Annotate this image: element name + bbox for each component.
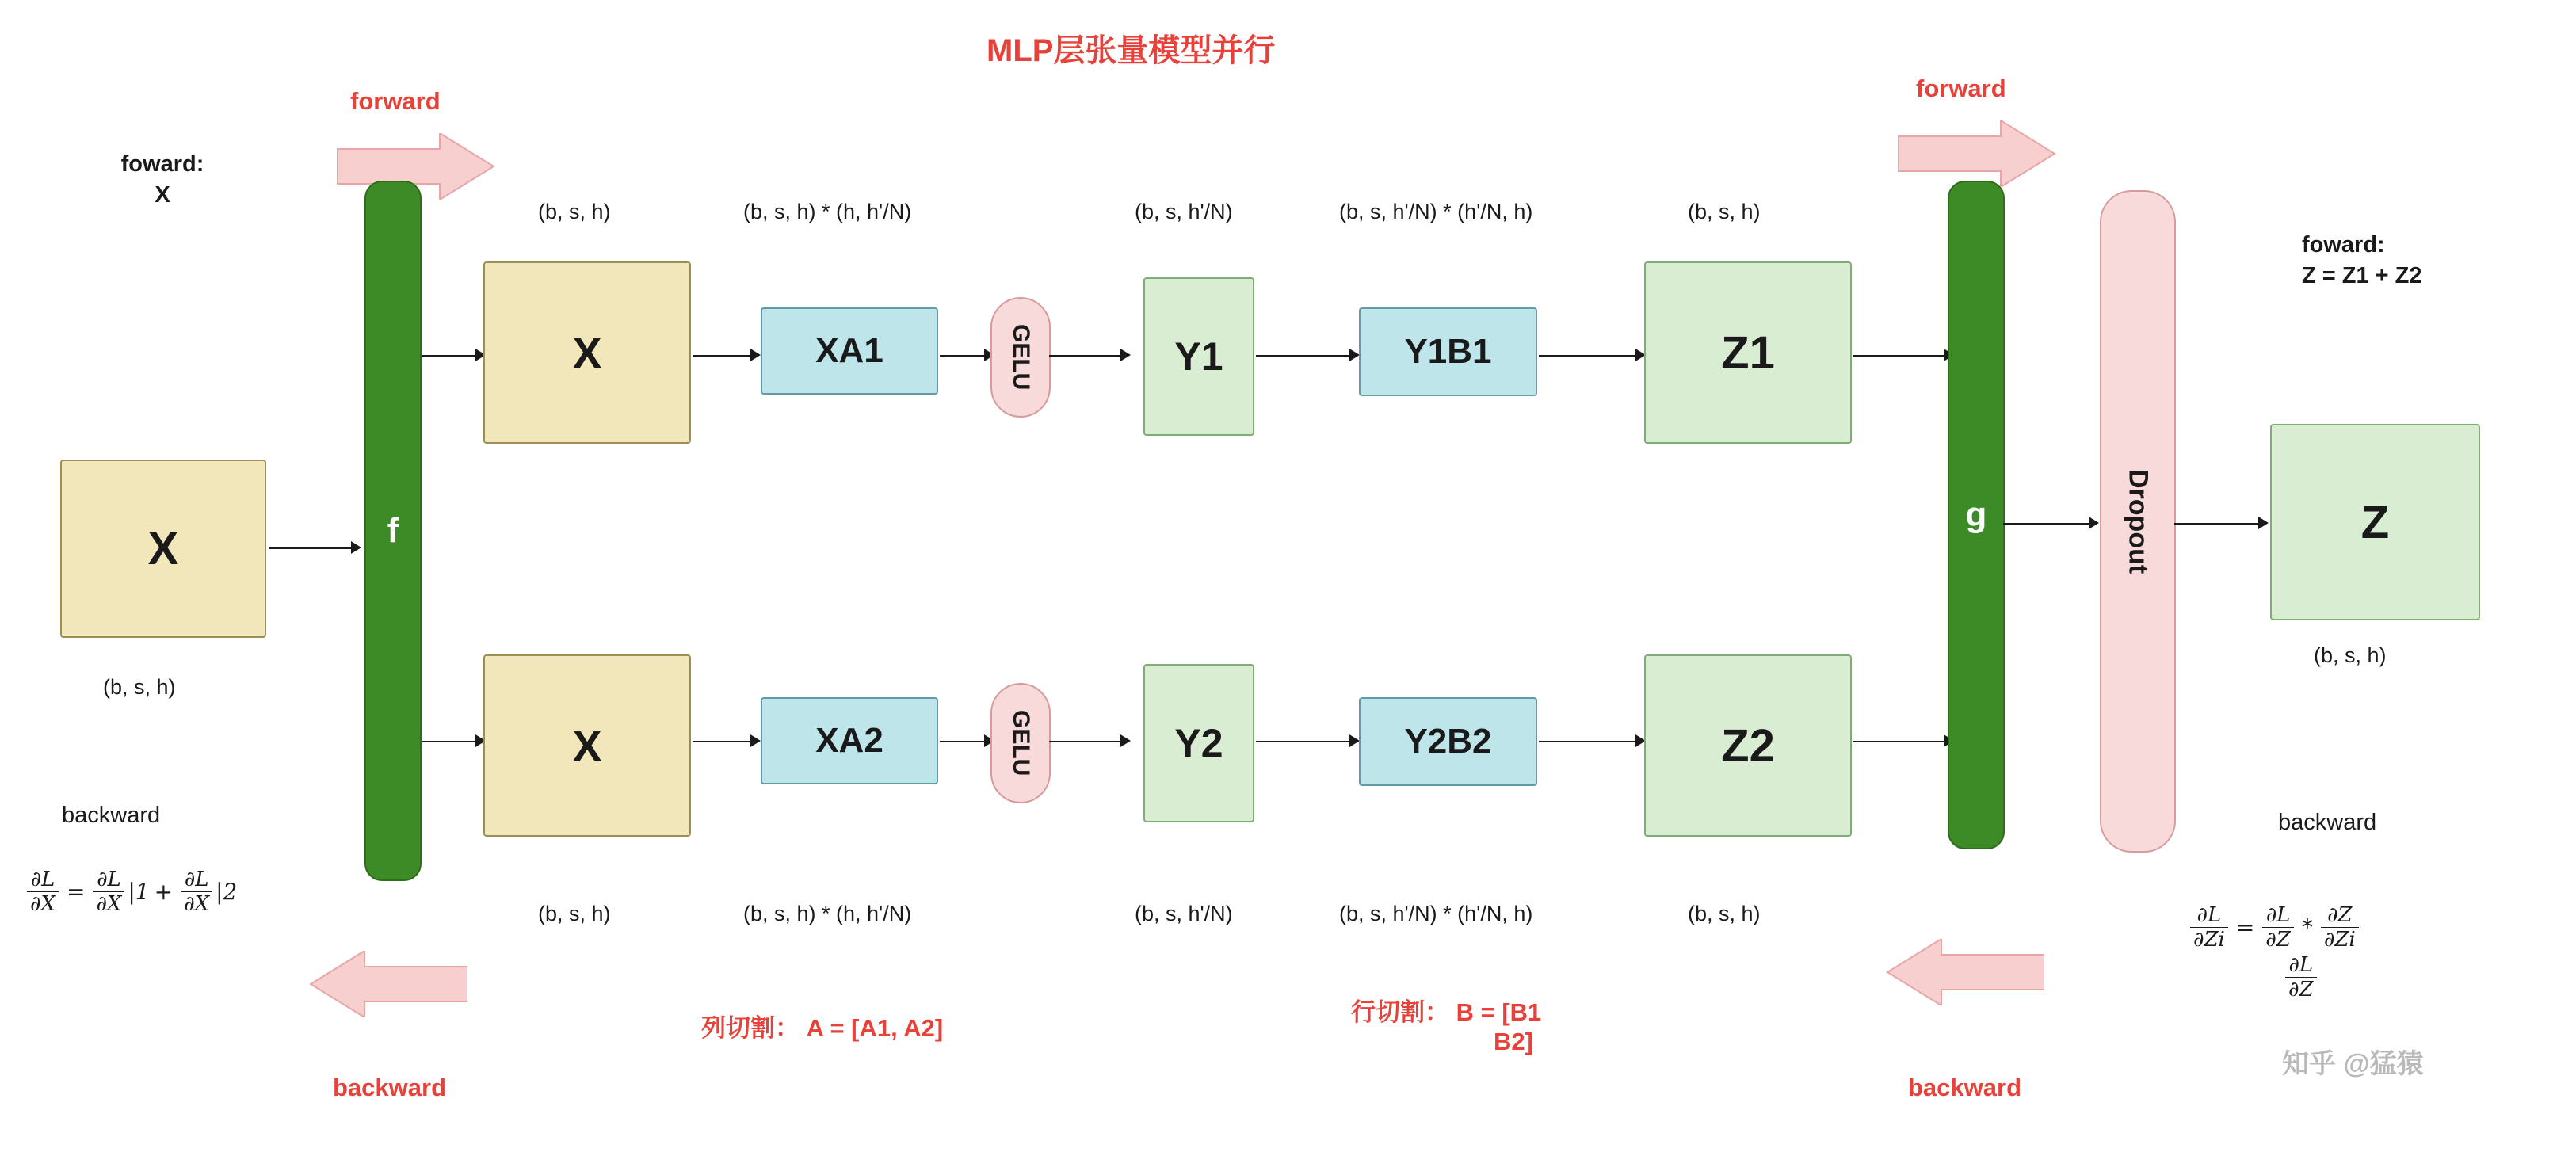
arrow-f-to-bottom-x [422,741,477,742]
left-gradient-formula [24,868,237,916]
arrow-bottom-y2-to-y2b2 [1256,741,1351,742]
top-z-dim: (b, s, h) [1688,200,1761,223]
bottom-xa-dim: (b, s, h) * (h, h'/N) [743,902,912,925]
input-x-box: X [60,460,266,638]
foward-z-line1: foward: [2302,232,2385,258]
arrow-top-gelu-to-y1-head-icon [1120,349,1131,361]
arrow-bottom-y2b2-to-z2 [1539,741,1637,742]
row-split-note [1351,992,1541,1056]
top-xa-dim: (b, s, h) * (h, h'/N) [743,200,912,223]
g-allreduce-bar: g [1948,181,2005,849]
arrow-bottom-xa2-to-gelu [940,741,986,742]
arrow-x-to-f-head-icon [351,541,361,554]
arrow-top-x-to-xa1 [693,355,752,357]
arrow-f-to-top-x [422,355,477,357]
column-split-note: 列切割： A = [A1, A2] [701,1014,944,1042]
watermark: 知乎 @猛猿 [2282,1049,2424,1079]
top-y1-box: Y1 [1143,277,1254,436]
bottom-gelu-pill: GELU [990,683,1051,803]
arrow-top-y1-to-y1b1 [1256,355,1351,357]
backward-text-left: backward [62,803,161,828]
left-t2-suffix: |2 [216,879,238,905]
arrow-top-x-to-xa1-head-icon [750,349,761,361]
row-split-line1: 行切割： B = [B1 [1351,998,1542,1026]
right-lhs-den: ∂Zi [2190,927,2228,952]
top-x-box: X [483,261,691,444]
right-mul: * [2301,914,2313,940]
right-lhs-num: ∂L [2196,903,2222,927]
left-t2-den: ∂X [181,891,212,916]
right-eq: = [2235,914,2255,940]
arrow-dropout-to-z-head-icon [2258,517,2269,529]
foward-z-label [2302,230,2422,292]
arrow-top-y1b1-to-z1 [1539,355,1637,357]
arrow-bottom-x-to-xa2 [693,741,752,742]
right-t2-den: ∂Zi [2321,927,2359,952]
arrow-g-to-dropout-head-icon [2089,517,2099,529]
row-split-line2: B2] [1494,1028,1533,1055]
top-yb-dim: (b, s, h'/N) * (h'/N, h) [1339,200,1533,223]
right-t1-den: ∂Z [2262,927,2294,952]
left-t1-den: ∂X [93,891,124,916]
arrow-top-gelu-to-y1 [1049,355,1122,357]
top-y1b1-box: Y1B1 [1359,307,1537,396]
backward-arrow-bottom-right-icon [1886,939,2044,1005]
bottom-yb-dim: (b, s, h'/N) * (h'/N, h) [1339,902,1533,925]
bottom-y2-box: Y2 [1143,664,1254,822]
arrow-g-to-dropout [2003,523,2090,525]
arrow-bottom-gelu-to-y2-head-icon [1120,734,1131,747]
bottom-x-box: X [483,654,691,837]
bottom-z2-box: Z2 [1644,654,1852,837]
top-y-dim: (b, s, h'/N) [1135,200,1233,223]
input-x-dim: (b, s, h) [103,675,176,699]
right-gradient-formula [2187,903,2362,1001]
backward-label-bottom-left: backward [333,1074,447,1101]
foward-x-label [111,149,214,211]
left-t1-num: ∂L [97,868,121,891]
arrow-bottom-gelu-to-y2 [1049,741,1122,742]
arrow-dropout-to-z [2174,523,2260,525]
arrow-top-xa1-to-gelu [940,355,986,357]
bottom-y-dim: (b, s, h'/N) [1135,902,1233,925]
top-gelu-pill: GELU [990,297,1051,418]
top-x-dim: (b, s, h) [538,200,611,223]
backward-arrow-bottom-left-icon [309,951,467,1017]
dropout-pill: Dropout [2100,190,2176,853]
top-xa1-box: XA1 [761,307,938,395]
page-title: MLP层张量模型并行 [987,33,1276,68]
left-lhs-den: ∂X [27,891,59,916]
right-extra-den: ∂Z [2285,977,2317,1001]
left-eq: = [66,879,86,905]
foward-x-line1: foward: [120,151,204,177]
foward-z-line2: Z = Z1 + Z2 [2302,263,2422,289]
foward-x-line2: X [155,182,170,208]
forward-label-top-left: forward [350,87,441,115]
output-z-box: Z [2270,424,2480,620]
f-identity-bar: f [364,181,422,881]
arrow-bottom-x-to-xa2-head-icon [750,734,761,747]
backward-text-right: backward [2278,810,2377,835]
right-extra-num: ∂L [2288,953,2314,977]
output-z-dim: (b, s, h) [2314,643,2387,667]
arrow-bottom-z2-to-g [1853,741,1945,742]
left-lhs-num: ∂L [30,868,55,891]
left-plus: + [154,879,174,905]
bottom-z-dim: (b, s, h) [1688,902,1761,925]
forward-arrow-top-right-icon [1898,120,2056,187]
right-t1-num: ∂L [2265,903,2291,927]
backward-label-bottom-right: backward [1908,1074,2022,1101]
bottom-x-dim: (b, s, h) [538,902,611,925]
left-t2-num: ∂L [184,868,209,891]
bottom-xa2-box: XA2 [761,697,938,784]
top-z1-box: Z1 [1644,261,1852,444]
forward-label-top-right: forward [1916,74,2006,102]
bottom-y2b2-box: Y2B2 [1359,697,1537,786]
right-t2-num: ∂Z [2326,903,2353,927]
arrow-top-z1-to-g [1853,355,1945,357]
arrow-x-to-f [269,547,353,549]
left-t1-suffix: |1 [128,879,150,905]
